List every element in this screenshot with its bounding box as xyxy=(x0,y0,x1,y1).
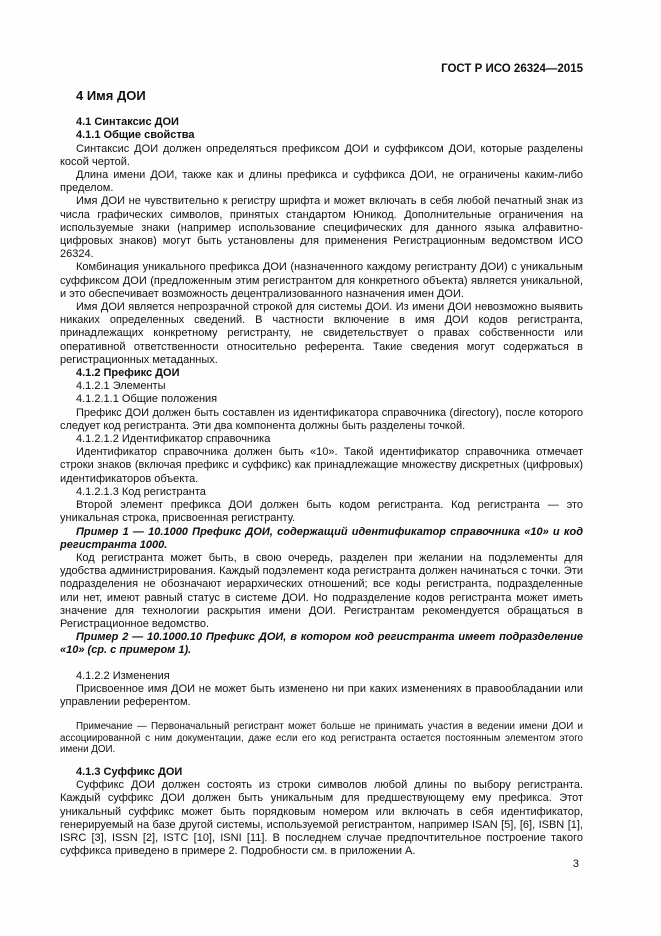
subsection-title-4-1-2-1-3: 4.1.2.1.3 Код регистранта xyxy=(76,485,206,498)
paragraph: Префикс ДОИ должен быть составлен из идентификатора справочника (directory), после которого следует код регистранта. Эти два компонента должны быть разделены точкой. xyxy=(60,406,583,432)
subsection-title-4-1-2: 4.1.2 Префикс ДОИ xyxy=(76,367,180,380)
section-title: 4 Имя ДОИ xyxy=(76,88,146,103)
note: Примечание — Первоначальный регистрант может больше не принимать участия в ведении имени ДОИ и ассоциированной с ним документации, даже если его код регистранта остается постоянным элементом этого имени ДОИ. xyxy=(60,721,583,756)
paragraph: Имя ДОИ является непрозрачной строкой для системы ДОИ. Из имени ДОИ невозможно выявить никаких определенных сведений. В частности включение в имя ДОИ кодов регистранта, принадлежащих конкретному регистранту, не свидетельствует о правах собственности или оперативной ответственности относительно референта. Такие сведения могут содержаться в регистрационных метаданных. xyxy=(60,301,583,366)
standard-header: ГОСТ Р ИСО 26324—2015 xyxy=(441,63,583,75)
paragraph: Идентификатор справочника должен быть «10». Такой идентификатор справочника отмечает строки знаков (включая префикс и суффикс) как принадлежащие множеству дискретных (цифровых) идентификаторов объекта. xyxy=(60,446,583,485)
subsection-title-4-1-2-2: 4.1.2.2 Изменения xyxy=(76,669,170,682)
subsection-title-4-1-3: 4.1.3 Суффикс ДОИ xyxy=(76,765,183,778)
subsection-title-4-1-2-1-1: 4.1.2.1.1 Общие положения xyxy=(76,393,218,406)
paragraph: Присвоенное имя ДОИ не может быть изменено ни при каких изменениях в правообладании или управлении референтом. xyxy=(60,682,583,708)
paragraph: Синтаксис ДОИ должен определяться префиксом ДОИ и суффиксом ДОИ, которые разделены косой чертой. xyxy=(60,142,583,168)
paragraph: Комбинация уникального префикса ДОИ (назначенного каждому регистранту ДОИ) с уникальным суффиксом ДОИ (предложенным этим регистрантом для конкретного объекта) является уникальной, и это обеспечивает возможность децентрализованного назначения имен ДОИ. xyxy=(60,261,583,300)
example-1: Пример 1 — 10.1000 Префикс ДОИ, содержащий идентификатор справочника «10» и код регистранта 1000. xyxy=(60,525,583,551)
paragraph: Имя ДОИ не чувствительно к регистру шрифта и может включать в себя любой печатный знак из числа графических символов, принятых стандартом Юникод. Дополнительные ограничения на используемые знаки (например использование специфических для данного языка алфавитно-цифровых знаков) могут быть установлены для применения Регистрационным ведомством ИСО 26324. xyxy=(60,195,583,261)
subsection-title-4-1: 4.1 Синтаксис ДОИ xyxy=(76,116,179,129)
paragraph: Суффикс ДОИ должен состоять из строки символов любой длины по выбору регистранта. Каждый суффикс ДОИ должен быть уникальным для предшествующему ему префикса. Этот уникальный суффикс может быть порядковым номером или включать в себя идентификатор, генерируемый на базе другой системы, используемой регистрантом, например ISAN [5], [6], ISBN [1], ISRC [3], ISSN [2], ISTC [10], ISNI [11]. В последнем случае предпочтительное построение такого суффикса приведено в примере 2. Подробности см. в приложении А. xyxy=(60,779,583,858)
page-content xyxy=(60,89,583,858)
example-2: Пример 2 — 10.1000.10 Префикс ДОИ, в котором код регистранта имеет подразделение «10» (ср. с примером 1). xyxy=(60,631,583,657)
paragraph: Длина имени ДОИ, также как и длины префикса и суффикса ДОИ, не ограничены каким-либо пределом. xyxy=(60,169,583,195)
page-number: 3 xyxy=(572,858,579,870)
subsection-title-4-1-2-1-2: 4.1.2.1.2 Идентификатор справочника xyxy=(76,433,271,446)
paragraph: Второй элемент префикса ДОИ должен быть кодом регистранта. Код регистранта — это уникальная строка, присвоенная регистранту. xyxy=(60,499,583,525)
paragraph: Код регистранта может быть, в свою очередь, разделен при желании на подэлементы для удобства администрирования. Каждый подэлемент кода регистранта должен начинаться с точки. Эти подразделения не обозначают иерархических отношений; все коды регистранта, подразделенные или нет, имеют равный статус в системе ДОИ. Но подразделение кодов регистранта может иметь значение для технологии раскрытия имени ДОИ. Регистрантам рекомендуется обращаться в Регистрационное ведомство. xyxy=(60,551,583,630)
subsection-title-4-1-2-1: 4.1.2.1 Элементы xyxy=(76,380,166,393)
subsection-title-4-1-1: 4.1.1 Общие свойства xyxy=(76,129,195,142)
